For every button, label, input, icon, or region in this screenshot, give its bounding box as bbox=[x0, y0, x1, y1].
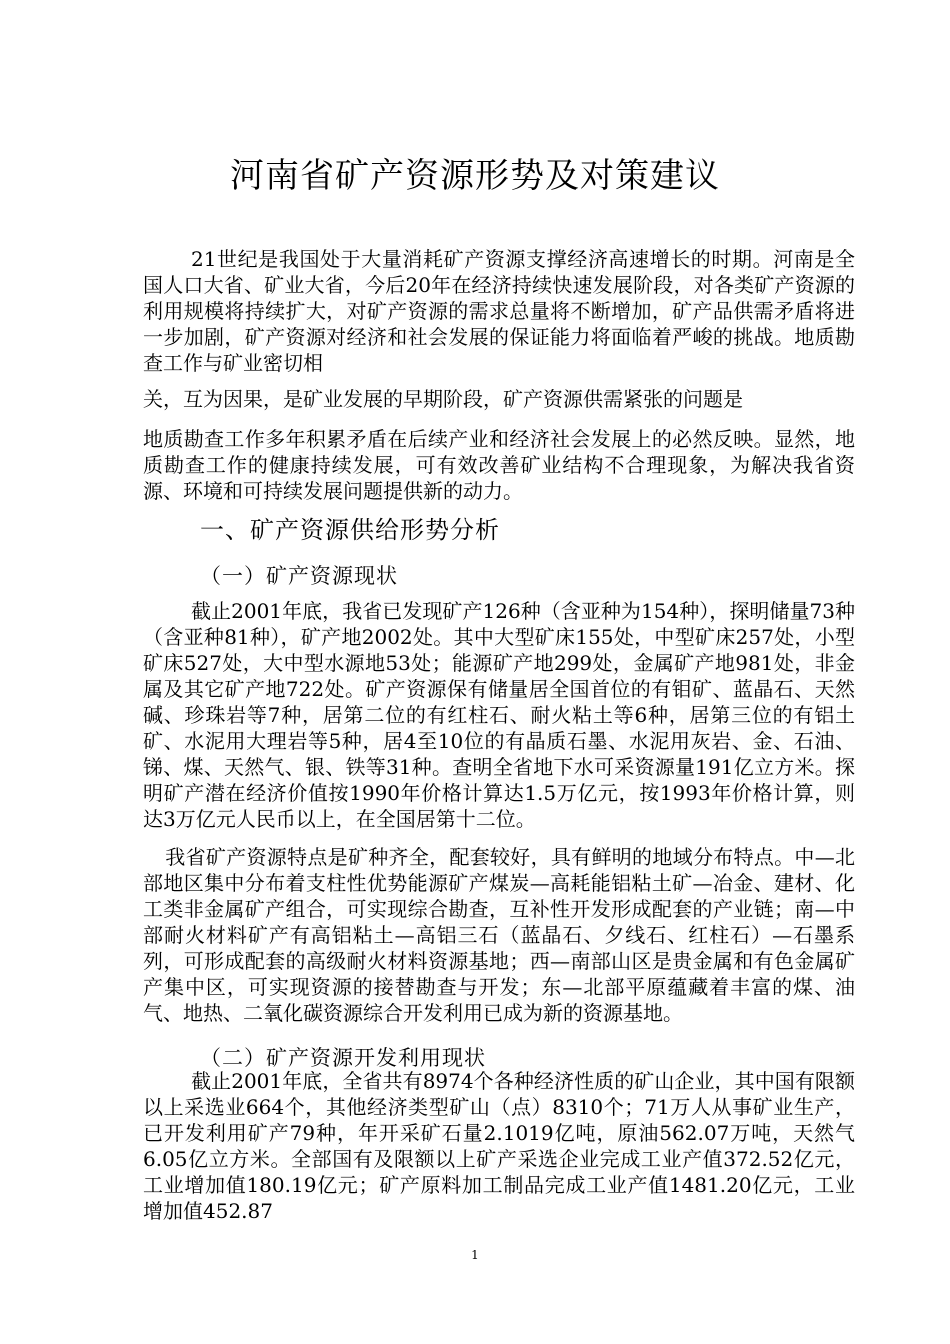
intro-paragraph-1 bbox=[143, 246, 855, 376]
page-number: 1 bbox=[471, 1248, 479, 1262]
resource-status-paragraph-2 bbox=[143, 844, 855, 1026]
resource-status-paragraph-1-text: 截止2001年底，我省已发现矿产126种（含亚种为154种），探明储量73种（含亚种81种），矿产地2002处。其中大型矿床155处，中型矿床257处，小型矿床527处，大中型水源地53处；能源矿产地299处，金属矿产地981处，非金属及其它矿产地722处。矿产资源保有储量居全国首位的有钼矿、蓝晶石、天然碱、珍珠岩等7种，居第二位的有红柱石、耐火粘土等6种，居第三位的有铝土矿、水泥用大理岩等5种，居4至10位的有晶质石墨、水泥用灰岩、金、石油、锑、煤、天然气、银、铁等31种。查明全省地下水可采资源量191亿立方米。探明矿产潜在经济价值按1990年价格计算达1.5万亿元，按1993年价格计算，则达3万亿元人民币以上，在全国居第十二位。 bbox=[143, 599, 855, 831]
subsection-heading-development-status: （二）矿产资源开发利用现状 bbox=[200, 1046, 486, 1070]
intro-paragraph-2 bbox=[143, 386, 855, 412]
development-status-paragraph-1 bbox=[143, 1068, 855, 1224]
resource-status-paragraph-1 bbox=[143, 598, 855, 832]
intro-paragraph-3 bbox=[143, 426, 855, 504]
intro-paragraph-3-text: 地质勘查工作多年积累矛盾在后续产业和经济社会发展上的必然反映。显然，地质勘查工作的健康持续发展，可有效改善矿业结构不合理现象，为解决我省资源、环境和可持续发展问题提供新的动力。 bbox=[143, 427, 855, 503]
intro-paragraph-1-text: 21世纪是我国处于大量消耗矿产资源支撑经济高速增长的时期。河南是全国人口大省、矿业大省，今后20年在经济持续快速发展阶段，对各类矿产资源的利用规模将持续扩大，对矿产资源的需求总量将不断增加，矿产品供需矛盾将进一步加剧，矿产资源对经济和社会发展的保证能力将面临着严峻的挑战。地质勘查工作与矿业密切相 bbox=[143, 247, 855, 375]
intro-paragraph-2-text: 关，互为因果，是矿业发展的早期阶段，矿产资源供需紧张的问题是 bbox=[143, 387, 743, 411]
subsection-heading-resource-status: （一）矿产资源现状 bbox=[200, 564, 398, 588]
document-title: 河南省矿产资源形势及对策建议 bbox=[230, 156, 720, 196]
section-heading-supply-analysis: 一、矿产资源供给形势分析 bbox=[200, 516, 500, 544]
development-status-paragraph-1-text: 截止2001年底，全省共有8974个各种经济性质的矿山企业，其中国有限额以上采选业664个，其他经济类型矿山（点）8310个；71万人从事矿业生产，已开发利用矿产79种，年开采矿石量2.1019亿吨，原油562.07万吨，天然气6.05亿立方米。全部国有及限额以上矿产采选企业完成工业产值372.52亿元，工业增加值180.19亿元；矿产原料加工制品完成工业产值1481.20亿元，工业增加值452.87 bbox=[143, 1069, 855, 1223]
resource-status-paragraph-2-text: 我省矿产资源特点是矿种齐全，配套较好，具有鲜明的地域分布特点。中—北部地区集中分布着支柱性优势能源矿产煤炭—高耗能铝粘土矿—冶金、建材、化工类非金属矿产组合，可实现综合勘查，互补性开发形成配套的产业链；南—中部耐火材料矿产有高铝粘土—高铝三石（蓝晶石、夕线石、红柱石）—石墨系列，可形成配套的高级耐火材料资源基地；西—南部山区是贵金属和有色金属矿产集中区，可实现资源的接替勘查与开发；东—北部平原蕴藏着丰富的煤、油气、地热、二氧化碳资源综合开发利用已成为新的资源基地。 bbox=[143, 845, 855, 1025]
